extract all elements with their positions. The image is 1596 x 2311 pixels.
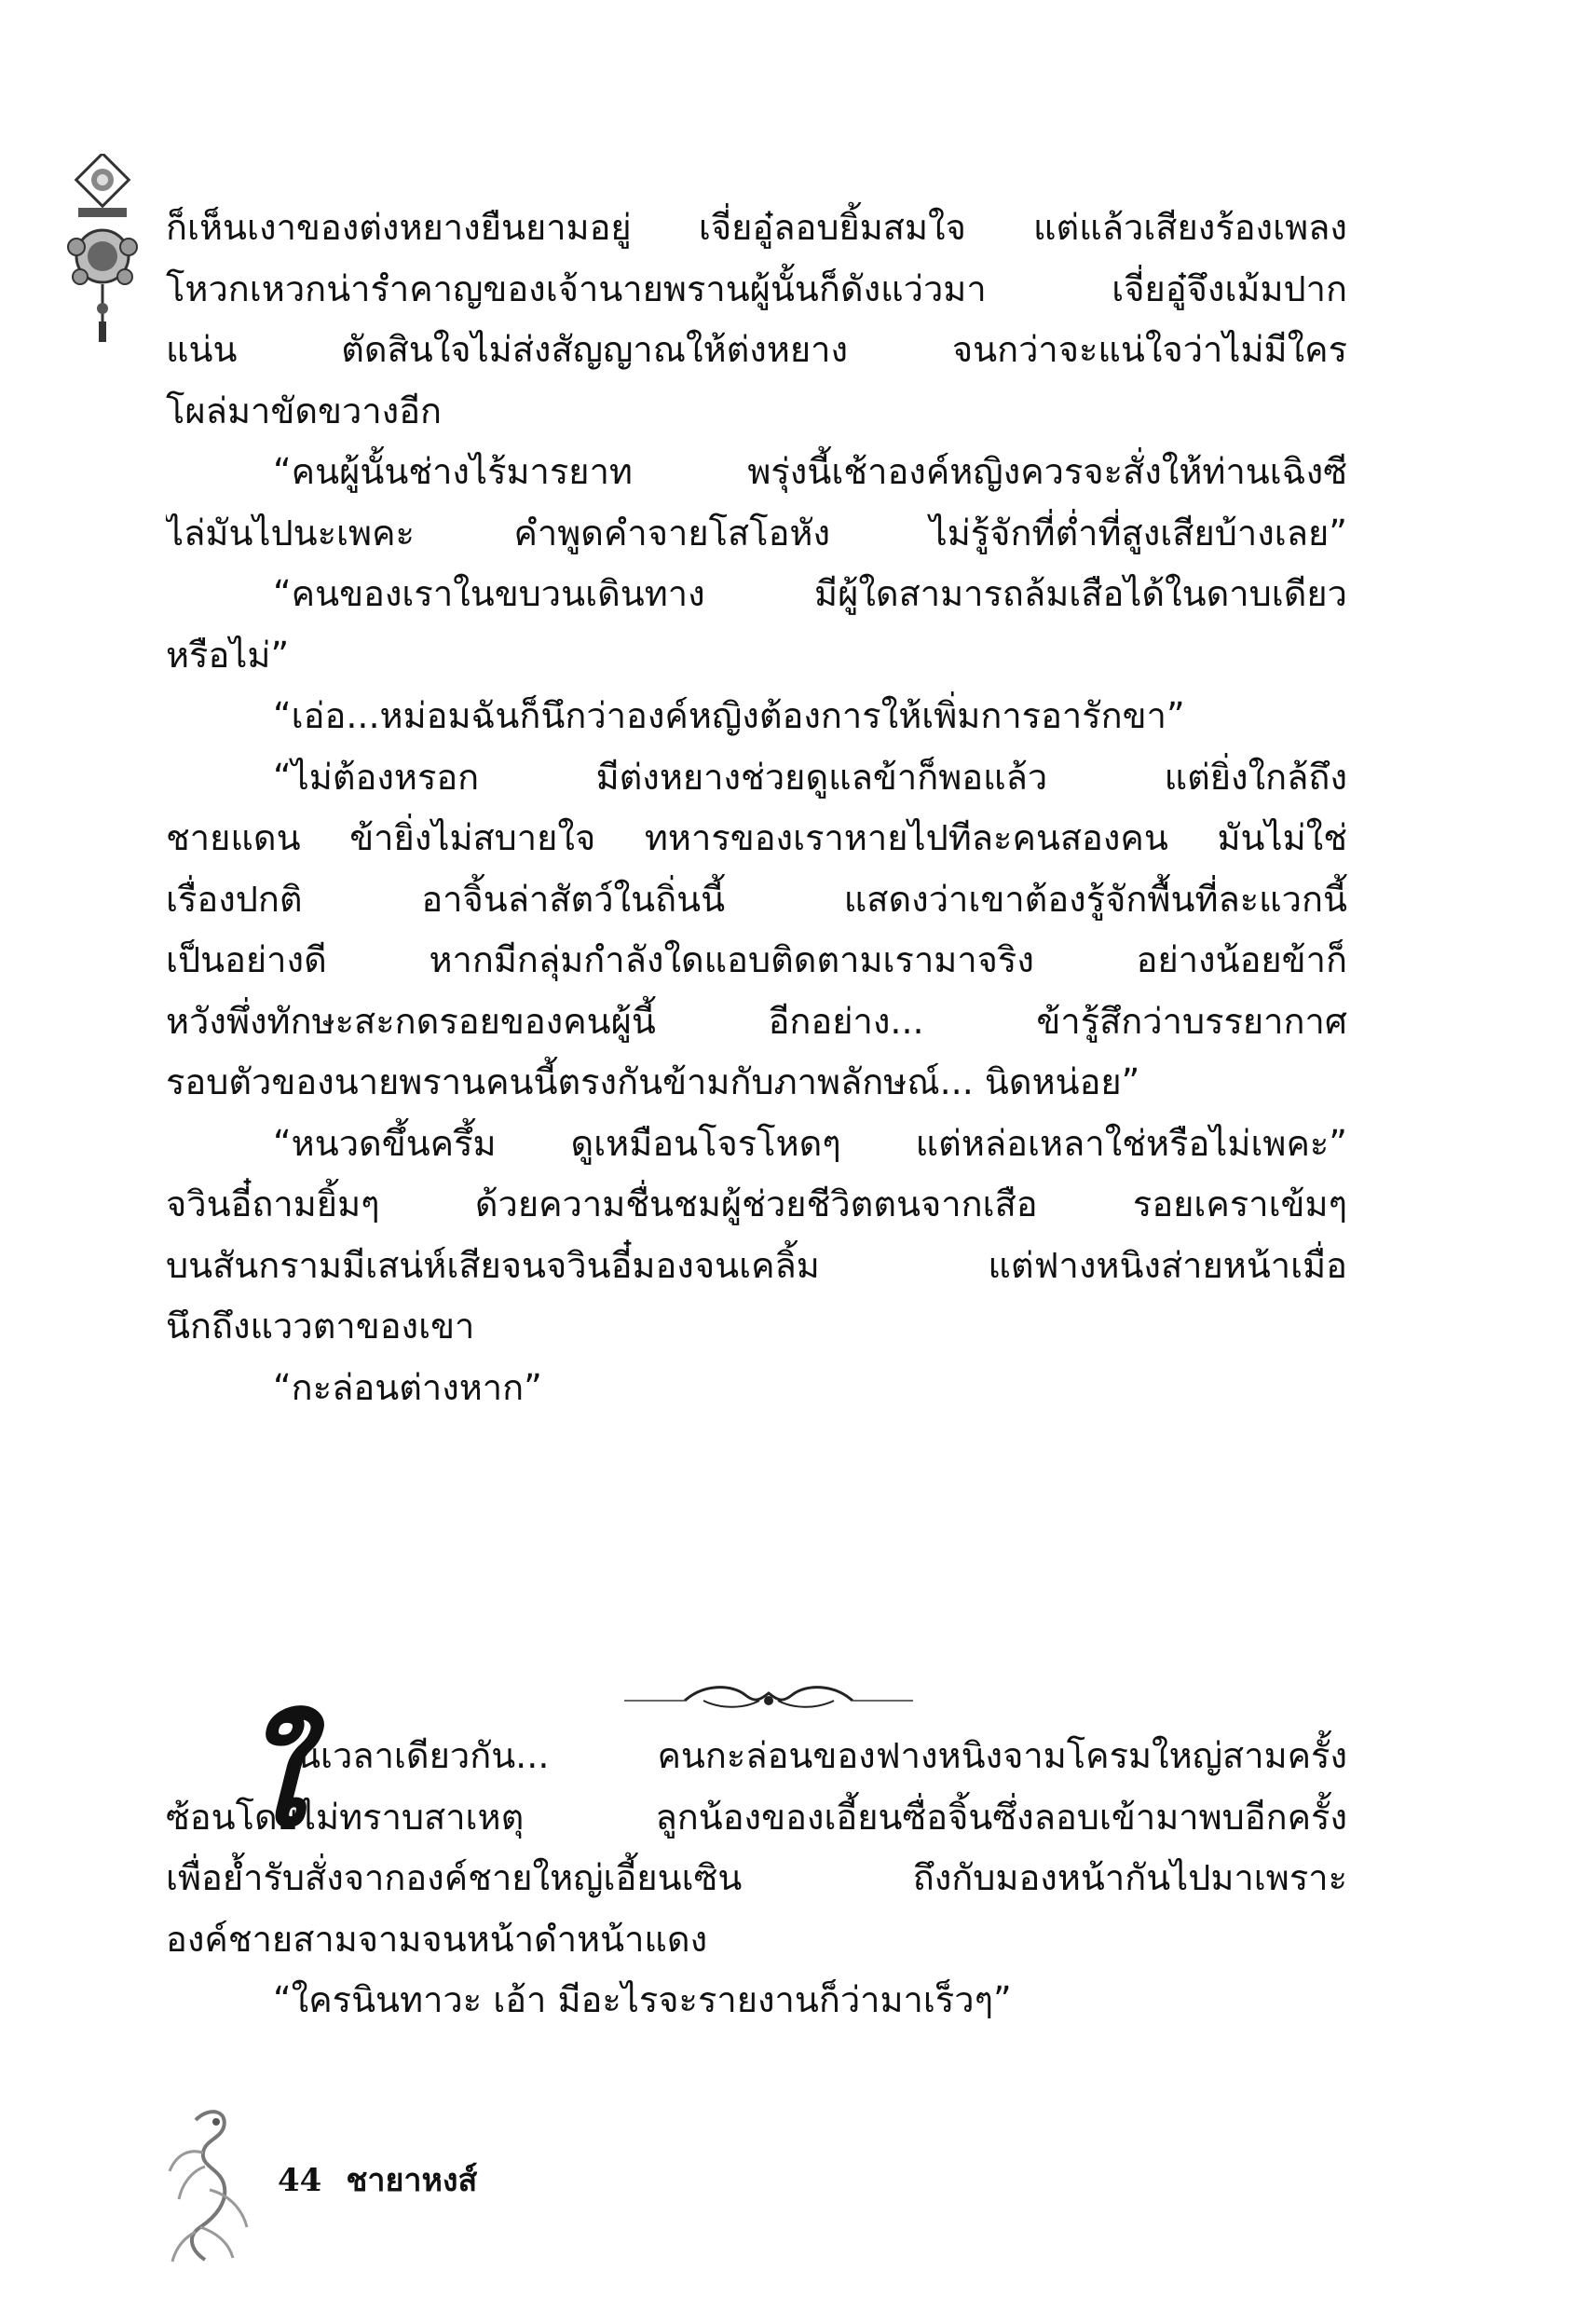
text-line: “ใครนินทาวะ เอ้า มีอะไรจะรายงานก็ว่ามาเร็วๆ” xyxy=(273,1979,1012,2020)
text-line: หรือไม่” xyxy=(166,634,290,676)
text-line: ก็เห็นเงาของต่งหยางยืนยามอยู่ เจี่ยอู๋ลอบยิ้มสมใจ แต่แล้วเสียงร้องเพลง xyxy=(166,207,1347,248)
text-line: นึกถึงแววตาของเขา xyxy=(166,1306,475,1347)
text-line: โผล่มาขัดขวางอีก xyxy=(166,390,443,431)
text-line: รอบตัวของนายพรานคนนี้ตรงกันข้ามกับภาพลักษณ์... นิดหน่อย” xyxy=(166,1061,1140,1102)
drop-cap: ใ xyxy=(240,1703,305,1856)
book-title: ชายาหงส์ xyxy=(346,2162,478,2199)
text-line: “ไม่ต้องหรอก มีต่งหยางช่วยดูแลข้าก็พอแล้ว แต่ยิ่งใกล้ถึง xyxy=(273,756,1347,798)
text-line: “เอ่อ...หม่อมฉันก็นึกว่าองค์หญิงต้องการให้เพิ่มการอารักขา” xyxy=(273,695,1185,736)
text-line: ซ้อนโดยไม่ทราบสาเหตุ ลูกน้องของเอี้ยนซื่อจิ้นซึ่งลอบเข้ามาพบอีกครั้ง xyxy=(166,1796,1347,1838)
flourish-divider-icon xyxy=(620,1680,918,1717)
ornament-emblem-icon xyxy=(65,154,140,349)
text-line: หวังพึ่งทักษะสะกดรอยของคนผู้นี้ อีกอย่าง... ข้ารู้สึกว่าบรรยากาศ xyxy=(166,1000,1347,1042)
text-line: ชายแดน ข้ายิ่งไม่สบายใจ ทหารของเราหายไปทีละคนสองคน มันไม่ใช่ xyxy=(166,817,1347,858)
text-line: “หนวดขึ้นครึ้ม ดูเหมือนโจรโหดๆ แต่หล่อเหลาใช่หรือไม่เพคะ” xyxy=(273,1122,1347,1164)
text-line: โหวกเหวกน่ารำคาญของเจ้านายพรานผู้นั้นก็ดังแว่วมา เจี่ยอู๋จึงเม้มปาก xyxy=(166,267,1347,309)
text-line: เรื่องปกติ อาจิ้นล่าสัตว์ในถิ่นนี้ แสดงว่าเขาต้องรู้จักพื้นที่ละแวกนี้ xyxy=(166,878,1347,920)
page-number: 44 xyxy=(278,2162,322,2199)
text-line: บนสันกรามมีเสน่ห์เสียจนจวินอี๋มองจนเคลิ้ม แต่ฟางหนิงส่ายหน้าเมื่อ xyxy=(166,1244,1347,1286)
text-line: ไล่มันไปนะเพคะ คำพูดคำจายโสโอหัง ไม่รู้จักที่ต่ำที่สูงเสียบ้างเลย” xyxy=(166,512,1347,554)
phoenix-icon xyxy=(158,2101,261,2264)
text-line: จวินอี๋ถามยิ้มๆ ด้วยความชื่นชมผู้ช่วยชีวิตตนจากเสือ รอยเคราเข้มๆ xyxy=(166,1183,1347,1224)
text-line: “คนผู้นั้นช่างไร้มารยาท พรุ่งนี้เช้าองค์หญิงควรจะสั่งให้ท่านเฉิงซี xyxy=(273,451,1347,492)
text-line: นเวลาเดียวกัน... คนกะล่อนของฟางหนิงจามโครมใหญ่สามครั้ง xyxy=(296,1735,1347,1776)
text-line: องค์ชายสามจามจนหน้าดำหน้าแดง xyxy=(166,1918,708,1960)
body-text-section-2 xyxy=(166,1726,1347,2031)
text-line: เพื่อย้ำรับสั่งจากองค์ชายใหญ่เอี้ยนเซิน ถึงกับมองหน้ากันไปมาเพราะ xyxy=(166,1857,1347,1898)
page-footer xyxy=(278,2154,477,2205)
text-line: เป็นอย่างดี หากมีกลุ่มกำลังใดแอบติดตามเรามาจริง อย่างน้อยข้าก็ xyxy=(166,939,1347,980)
body-text xyxy=(166,198,1347,1418)
text-line: “กะล่อนต่างหาก” xyxy=(273,1366,542,1408)
text-line: แน่น ตัดสินใจไม่ส่งสัญญาณให้ต่งหยาง จนกว่าจะแน่ใจว่าไม่มีใคร xyxy=(166,329,1347,370)
text-line: “คนของเราในขบวนเดินทาง มีผู้ใดสามารถล้มเสือได้ในดาบเดียว xyxy=(273,573,1347,614)
